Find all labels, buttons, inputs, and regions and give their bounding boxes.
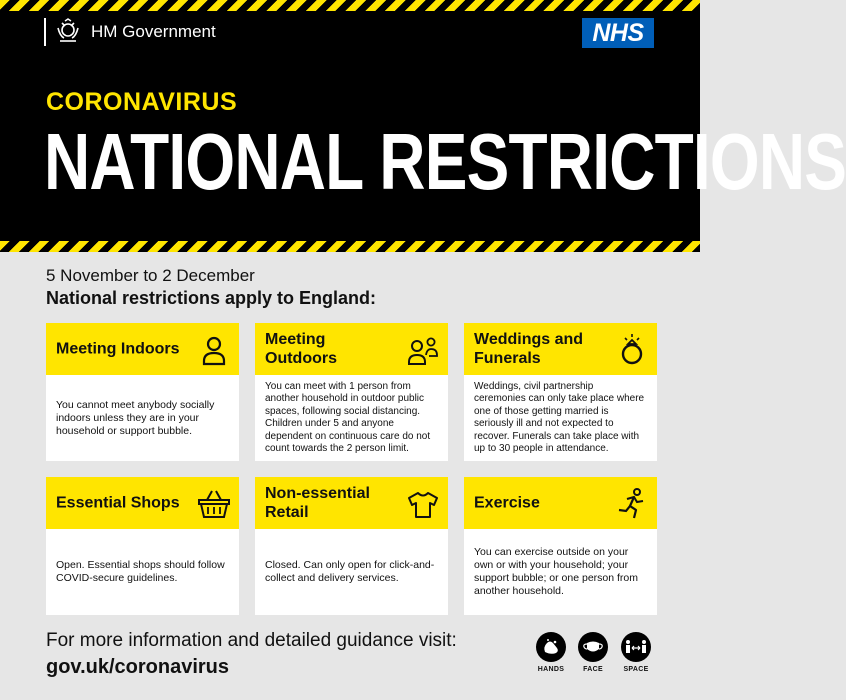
hm-government-logo bbox=[44, 16, 216, 48]
card-header bbox=[464, 477, 657, 529]
card-header bbox=[464, 323, 657, 375]
guidance-link[interactable]: gov.uk/coronavirus bbox=[46, 656, 230, 678]
hands-icon bbox=[536, 632, 566, 662]
distance-icon bbox=[621, 632, 651, 662]
royal-crest-icon bbox=[54, 18, 82, 46]
nhs-logo: NHS bbox=[582, 18, 654, 48]
card-title: Meeting Indoors bbox=[56, 340, 180, 358]
card-exercise bbox=[464, 477, 657, 615]
card-meeting-indoors bbox=[46, 323, 239, 461]
more-info-text: For more information and detailed guidance visit: bbox=[46, 630, 457, 651]
card-header bbox=[255, 477, 448, 529]
badge-label: SPACE bbox=[623, 666, 649, 673]
government-name: HM Government bbox=[91, 22, 216, 41]
card-body bbox=[255, 375, 448, 461]
face-mask-icon bbox=[578, 632, 608, 662]
card-body bbox=[46, 529, 239, 615]
card-title: Weddings and Funerals bbox=[474, 331, 584, 367]
tshirt-icon bbox=[406, 487, 440, 521]
two-people-icon bbox=[406, 333, 440, 367]
logo-divider bbox=[44, 18, 46, 46]
hazard-stripe-top bbox=[0, 0, 700, 11]
card-title: Exercise bbox=[474, 494, 540, 512]
hands-badge bbox=[533, 632, 569, 673]
card-body bbox=[255, 529, 448, 615]
space-badge bbox=[618, 632, 654, 673]
card-text: You can exercise outside on your own or with your household; your support bubble; or one person from another household. bbox=[474, 546, 639, 597]
card-body bbox=[464, 529, 657, 615]
card-meeting-outdoors bbox=[255, 323, 448, 461]
hazard-stripe-bottom bbox=[0, 241, 700, 252]
running-icon bbox=[615, 487, 649, 521]
card-text: Closed. Can only open for click-and-collect and delivery services. bbox=[265, 559, 435, 584]
card-non-essential-retail bbox=[255, 477, 448, 615]
applies-to: National restrictions apply to England: bbox=[46, 288, 377, 308]
card-text: You cannot meet anybody socially indoors unless they are in your household or support bubble. bbox=[56, 398, 215, 437]
card-body bbox=[464, 375, 657, 461]
card-header bbox=[46, 477, 239, 529]
title-national-restrictions: NATIONAL RESTRICTIONS bbox=[44, 117, 846, 206]
card-weddings-funerals bbox=[464, 323, 657, 461]
face-badge bbox=[575, 632, 611, 673]
card-title: Essential Shops bbox=[56, 494, 180, 512]
person-icon bbox=[197, 333, 231, 367]
ring-icon bbox=[615, 333, 649, 367]
date-range: 5 November to 2 December bbox=[46, 266, 255, 285]
card-essential-shops bbox=[46, 477, 239, 615]
card-header bbox=[46, 323, 239, 375]
card-body bbox=[46, 375, 239, 461]
badge-label: FACE bbox=[583, 666, 603, 673]
badge-label: HANDS bbox=[537, 666, 565, 673]
header-banner bbox=[0, 0, 846, 252]
title-coronavirus: CORONAVIRUS bbox=[46, 88, 238, 116]
card-text: You can meet with 1 person from another household in outdoor public spaces, following social distancing. Children under 5 and anyone dependent on continuous care do not count towards the 2 person limit. bbox=[265, 380, 431, 454]
card-title: Non-essential Retail bbox=[265, 485, 370, 521]
card-text: Weddings, civil partnership ceremonies can only take place where one of those getting married is seriously ill and not expected to recover. Funerals can take place with up to 30 people in attendance. bbox=[474, 380, 645, 454]
card-text: Open. Essential shops should follow COVID-secure guidelines. bbox=[56, 559, 225, 584]
card-header bbox=[255, 323, 448, 375]
card-title: Meeting Outdoors bbox=[265, 331, 337, 367]
basket-icon bbox=[197, 487, 231, 521]
